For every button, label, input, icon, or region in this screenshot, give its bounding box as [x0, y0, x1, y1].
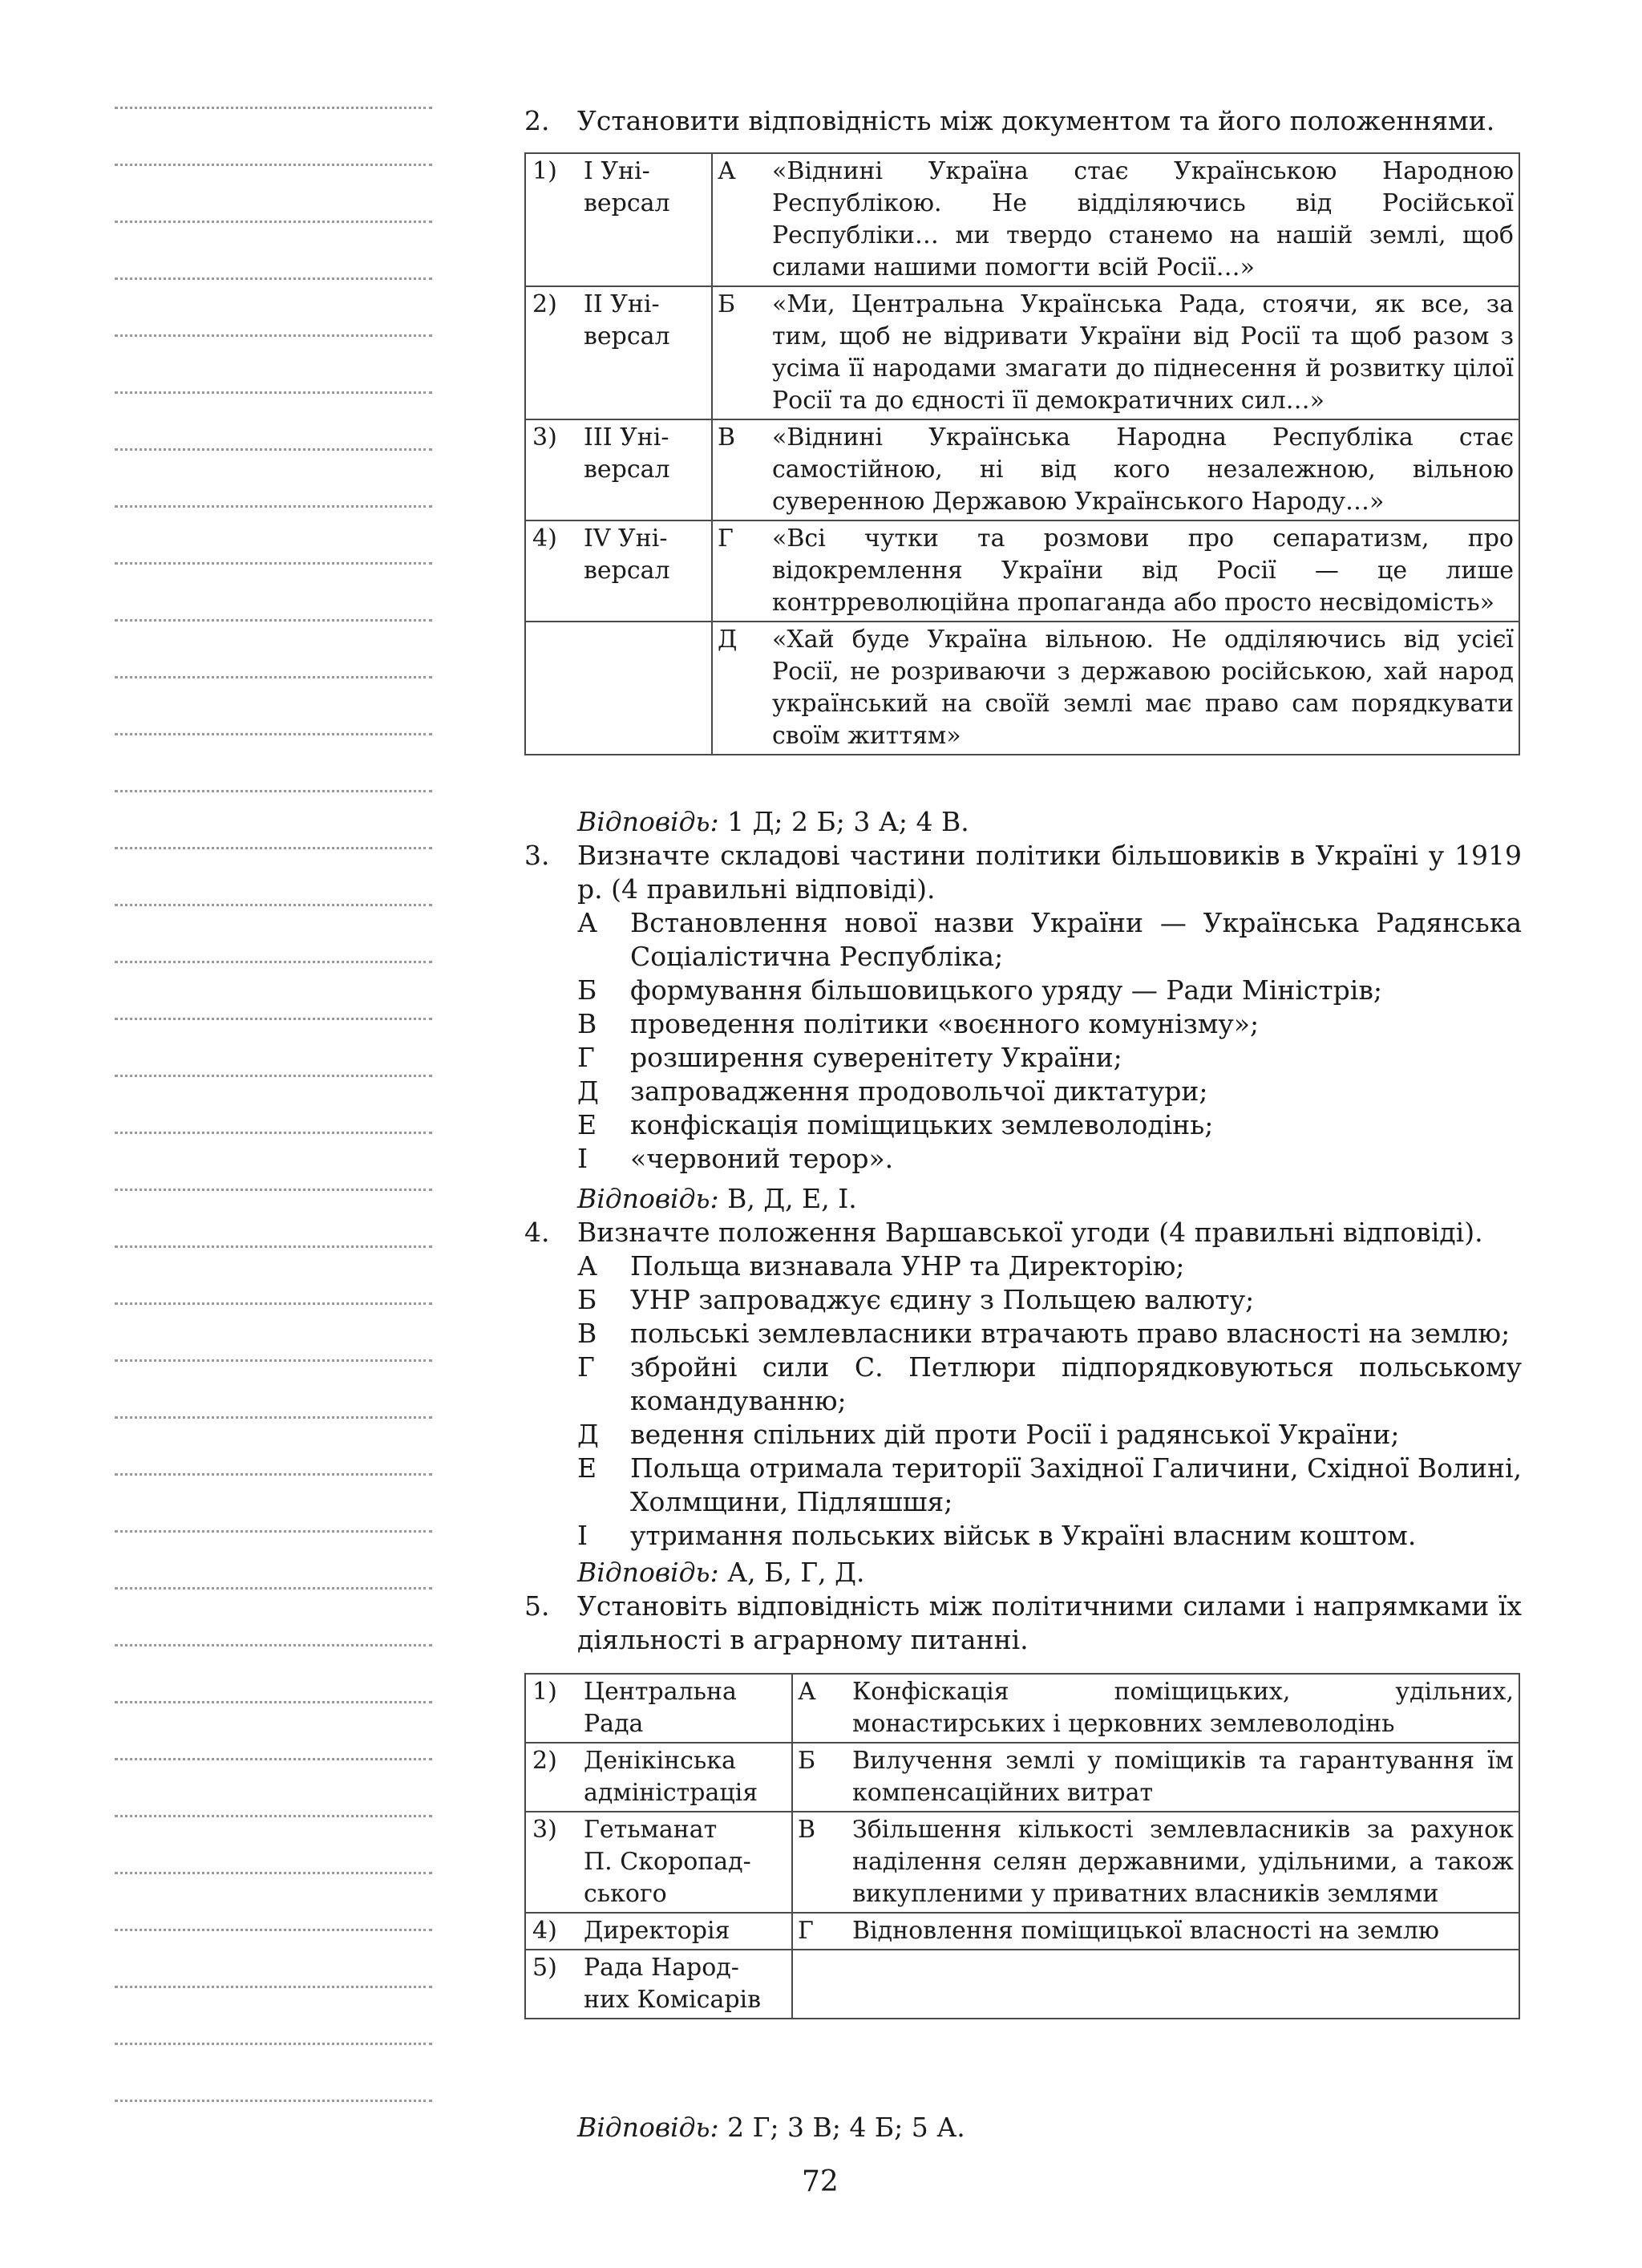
table-row [525, 1950, 1519, 2019]
margin-note-line [115, 1245, 432, 1248]
row-letter: А [792, 1674, 851, 1743]
table-row [525, 1743, 1519, 1812]
row-name: Гетьманат П. Скоропад- ського [584, 1812, 792, 1913]
table-row [525, 286, 1519, 419]
q4-answer-value: А, Б, Г, Д. [727, 1557, 865, 1588]
row-number: 3) [525, 1812, 584, 1913]
option-text: Польща отримала території Західної Галичини, Східної Волині, Холмщини, Підляшшя; [630, 1452, 1522, 1517]
row-letter: Д [712, 622, 770, 755]
margin-note-line [115, 1929, 432, 1931]
q2-number: 2. [524, 105, 550, 136]
row-text: Відновлення поміщицької власності на землю [851, 1913, 1519, 1950]
table-row [525, 622, 1519, 755]
q2-table [524, 152, 1520, 755]
table-row [525, 520, 1519, 622]
q5-table [524, 1673, 1520, 2019]
option-letter: І [577, 1520, 588, 1551]
q5-answer-label: Відповідь: [577, 2112, 719, 2143]
q4-answer-label: Відповідь: [577, 1557, 719, 1588]
option-text: запровадження продовольчої диктатури; [630, 1075, 1208, 1107]
margin-note-line [115, 2043, 432, 2045]
row-name: Рада Народ- них Комісарів [584, 1950, 792, 2019]
row-letter [792, 1950, 851, 2019]
option-letter: І [577, 1143, 588, 1174]
margin-note-line [115, 1416, 432, 1419]
margin-note-line [115, 1587, 432, 1590]
margin-note-line [115, 1132, 432, 1134]
option-text: «червоний терор». [630, 1143, 894, 1174]
margin-note-line [115, 221, 432, 223]
q2-answer-value: 1 Д; 2 Б; 3 А; 4 В. [727, 806, 969, 837]
row-name [584, 622, 712, 755]
row-text: «Ми, Центральна Українська Рада, стоячи, як все, за тим, щоб не відривати України від Росії та щоб разом з усіма її народами змагати до піднесення й розвитку цілої Росії та до єдності її демократичних сил…» [770, 286, 1519, 419]
margin-note-line [115, 1473, 432, 1476]
row-number: 5) [525, 1950, 584, 2019]
margin-note-line [115, 1530, 432, 1533]
option-letter: В [577, 1318, 597, 1349]
option-letter: А [577, 1250, 597, 1282]
option-letter: Е [577, 1452, 597, 1484]
row-text: «Віднині Україна стає Українською Народною Республікою. Не відділяючись від Російської Республіки… ми твердо станемо на нашій землі, щоб силами нашими помогти всій Росії…» [770, 153, 1519, 286]
option-text: конфіскація поміщицьких землеволодінь; [630, 1109, 1214, 1140]
option-text: УНР запроваджує єдину з Польщею валюту; [630, 1284, 1255, 1315]
table-row [525, 1674, 1519, 1743]
row-letter: Г [792, 1913, 851, 1950]
row-text: Конфіскація поміщицьких, удільних, монастирських і церковних землеволодінь [851, 1674, 1519, 1743]
row-letter: Б [792, 1743, 851, 1812]
margin-note-line [115, 1189, 432, 1191]
row-number [525, 622, 584, 755]
margin-note-line [115, 2100, 432, 2102]
option-text: формування більшовицького уряду — Ради Міністрів; [630, 974, 1383, 1006]
margin-note-line [115, 1701, 432, 1703]
row-name: Денікінська адміністрація [584, 1743, 792, 1812]
margin-note-line [115, 334, 432, 337]
row-number: 1) [525, 153, 584, 286]
table-row [525, 1812, 1519, 1913]
row-name: Центральна Рада [584, 1674, 792, 1743]
option-letter: Г [577, 1042, 595, 1073]
option-letter: Д [577, 1419, 599, 1450]
option-letter: Е [577, 1109, 597, 1140]
margin-note-line [115, 733, 432, 735]
table-row [525, 1913, 1519, 1950]
margin-note-line [115, 448, 432, 451]
margin-note-line [115, 1075, 432, 1077]
q5-answer [577, 2111, 965, 2144]
table-row [525, 153, 1519, 286]
margin-note-line [115, 790, 432, 792]
q4-number: 4. [524, 1217, 550, 1248]
margin-note-line [115, 1815, 432, 1817]
margin-note-line [115, 847, 432, 849]
row-number: 2) [525, 1743, 584, 1812]
margin-note-line [115, 619, 432, 622]
margin-note-line [115, 1018, 432, 1020]
margin-note-line [115, 1644, 432, 1646]
q2-answer [577, 805, 969, 839]
row-name: IV Уні- версал [584, 520, 712, 622]
margin-note-line [115, 1359, 432, 1362]
q5-number: 5. [524, 1590, 550, 1622]
row-name: ІІІ Уні- версал [584, 419, 712, 520]
row-letter: Г [712, 520, 770, 622]
option-text: збройні сили С. Петлюри підпорядковуються польському командуванню; [630, 1351, 1522, 1416]
option-letter: В [577, 1008, 597, 1039]
q3-answer-value: В, Д, Е, І. [727, 1183, 857, 1214]
margin-note-line [115, 1302, 432, 1305]
row-name: І Уні- версал [584, 153, 712, 286]
row-number: 2) [525, 286, 584, 419]
margin-note-line [115, 1758, 432, 1760]
margin-note-line [115, 1872, 432, 1874]
row-name: Директорія [584, 1913, 792, 1950]
table-row [525, 419, 1519, 520]
option-letter: Б [577, 974, 597, 1006]
q2-text: Установити відповідність між документом та його положеннями. [577, 105, 1495, 136]
row-number: 4) [525, 1913, 584, 1950]
row-text [851, 1950, 1519, 2019]
row-number: 3) [525, 419, 584, 520]
row-text: Збільшення кількості землевласників за рахунок наділення селян державними, удільними, а також викупленими у приватних власників землями [851, 1812, 1519, 1913]
option-text: проведення політики «воєнного комунізму»; [630, 1008, 1260, 1039]
margin-note-line [115, 505, 432, 508]
option-text: польські землевласники втрачають право власності на землю; [630, 1318, 1511, 1349]
margin-note-line [115, 391, 432, 394]
option-text: розширення суверенітету України; [630, 1042, 1122, 1073]
margin-note-line [115, 107, 432, 109]
option-text: ведення спільних дій проти Росії і радянської України; [630, 1419, 1400, 1450]
margin-note-line [115, 904, 432, 906]
option-letter: Б [577, 1284, 597, 1315]
option-letter: Д [577, 1075, 599, 1107]
row-letter: Б [712, 286, 770, 419]
q2-answer-label: Відповідь: [577, 806, 719, 837]
row-text: «Віднині Українська Народна Республіка стає самостійною, ні від кого незалежною, вільною суверенною Державою Українського Народу…» [770, 419, 1519, 520]
q3-number: 3. [524, 840, 550, 871]
row-number: 1) [525, 1674, 584, 1743]
row-letter: А [712, 153, 770, 286]
row-number: 4) [525, 520, 584, 622]
margin-note-line [115, 676, 432, 678]
margin-note-line [115, 277, 432, 280]
row-text: Вилучення землі у поміщиків та гарантування їм компенсаційних витрат [851, 1743, 1519, 1812]
row-letter: В [792, 1812, 851, 1913]
row-name: ІІ Уні- версал [584, 286, 712, 419]
q5-text: Установіть відповідність між політичними силами і напрямками їх діяльності в аграрному питанні. [577, 1590, 1522, 1655]
page-number: 72 [802, 2165, 839, 2198]
margin-note-line [115, 961, 432, 963]
option-letter: Г [577, 1351, 595, 1383]
q4-text: Визначте положення Варшавської угоди (4 правильні відповіді). [577, 1217, 1483, 1248]
row-text: «Всі чутки та розмови про сепаратизм, про відокремлення України від Росії — це лише контрреволюційна пропаганда або просто несвідомість» [770, 520, 1519, 622]
margin-note-line [115, 562, 432, 565]
option-text: утримання польських військ в Україні власним коштом. [630, 1520, 1417, 1551]
q3-text: Визначте складові частини політики більшовиків в Україні у 1919 р. (4 правильні відповіді). [577, 840, 1522, 905]
margin-note-line [115, 164, 432, 166]
row-letter: В [712, 419, 770, 520]
margin-note-line [115, 1986, 432, 1988]
row-text: «Хай буде Україна вільною. Не одділяючись від усієї Росії, не розриваючи з державою російською, хай народ український на своїй землі має право сам порядкувати своїм життям» [770, 622, 1519, 755]
option-text: Встановлення нової назви України — Українська Радянська Соціалістична Республіка; [630, 907, 1522, 972]
option-letter: А [577, 907, 597, 938]
q3-answer-label: Відповідь: [577, 1183, 719, 1214]
q5-answer-value: 2 Г; 3 В; 4 Б; 5 А. [727, 2112, 965, 2143]
q4-answer [577, 1556, 864, 1590]
option-text: Польща визнавала УНР та Директорію; [630, 1250, 1185, 1282]
q3-answer [577, 1182, 857, 1216]
